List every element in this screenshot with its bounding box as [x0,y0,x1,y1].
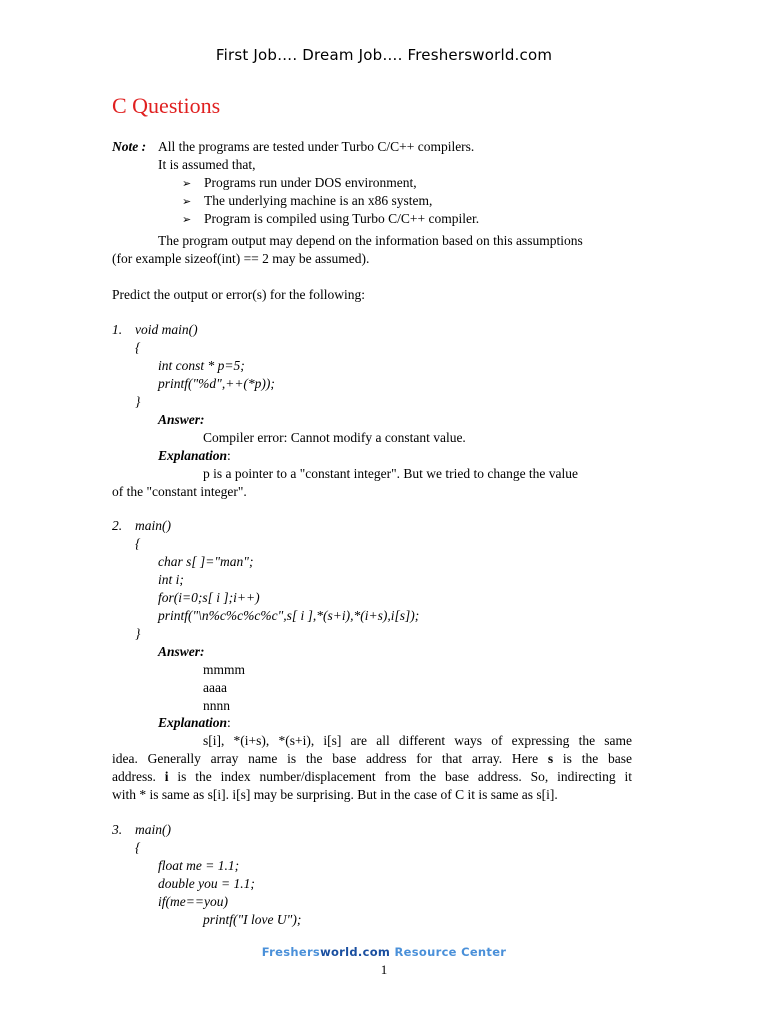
page-header: First Job…. Dream Job…. Freshersworld.com [215,46,553,64]
code-line: double you = 1.1; [158,876,255,891]
code-line: { [135,840,141,855]
code-line: float me = 1.1; [158,858,240,873]
code-line: } [135,626,141,641]
answer-label: Answer: [158,644,205,659]
question-number: 2. [112,518,123,533]
question-number: 1. [112,322,123,337]
code-line: { [135,340,141,355]
answer-label: Answer: [158,412,205,427]
code-line: int i; [158,572,184,587]
code-line: int const * p=5; [158,358,245,373]
explanation-line: idea. Generally array name is the base address for that array. Here s is the base [112,751,632,766]
code-line: char s[ ]="man"; [158,554,254,569]
explanation-line: p is a pointer to a "constant integer". But we tried to change the value [203,466,579,481]
code-line: printf("\n%c%c%c%c",s[ i ],*(s+i),*(i+s),i[s]); [158,608,420,623]
answer-line: aaaa [203,680,227,695]
code-line: printf("I love U"); [203,912,302,927]
code-line: main() [135,518,171,533]
explanation-heading: Explanation: [158,448,231,463]
page-number: 1 [380,962,388,977]
explanation-line: with * is same as s[i]. i[s] may be surprising. But in the case of C it is same as s[i]. [112,787,558,802]
explanation-line: of the "constant integer". [112,484,247,499]
answer-line: nnnn [203,698,230,713]
note-depend-line2: (for example sizeof(int) == 2 may be assumed). [112,251,370,266]
note-assumed: It is assumed that, [158,157,256,172]
answer-text: Compiler error: Cannot modify a constant value. [203,430,466,445]
note-intro: All the programs are tested under Turbo C/C++ compilers. [158,139,475,154]
question-number: 3. [112,822,123,837]
page-title: C Questions [112,93,221,118]
code-line: void main() [135,322,198,337]
explanation-heading: Explanation: [158,715,231,730]
note-depend-line1: The program output may depend on the information based on this assumptions [158,233,583,248]
list-item: ➢ Programs run under DOS environment, [182,175,417,190]
code-line: for(i=0;s[ i ];i++) [158,590,260,605]
code-line: if(me==you) [158,894,228,909]
explanation-line: address. i is the index number/displacement from the base address. So, indirecting it [112,769,632,784]
code-line: main() [135,822,171,837]
arrow-bullet-icon: ➢ [182,177,192,190]
explanation-line: s[i], *(i+s), *(s+i), i[s] are all different ways of expressing the same [203,733,632,748]
arrow-bullet-icon: ➢ [182,195,192,208]
footer-brand: Freshersworld.com Resource Center [261,945,507,959]
list-item: ➢ Program is compiled using Turbo C/C++ compiler. [182,211,480,226]
answer-line: mmmm [203,662,246,677]
code-line: { [135,536,141,551]
predict-instruction: Predict the output or error(s) for the following: [112,287,366,302]
code-line: printf("%d",++(*p)); [158,376,275,391]
arrow-bullet-icon: ➢ [182,213,192,226]
list-item: ➢ The underlying machine is an x86 system, [182,193,433,208]
code-line: } [135,394,141,409]
note-label: Note : [112,139,147,154]
